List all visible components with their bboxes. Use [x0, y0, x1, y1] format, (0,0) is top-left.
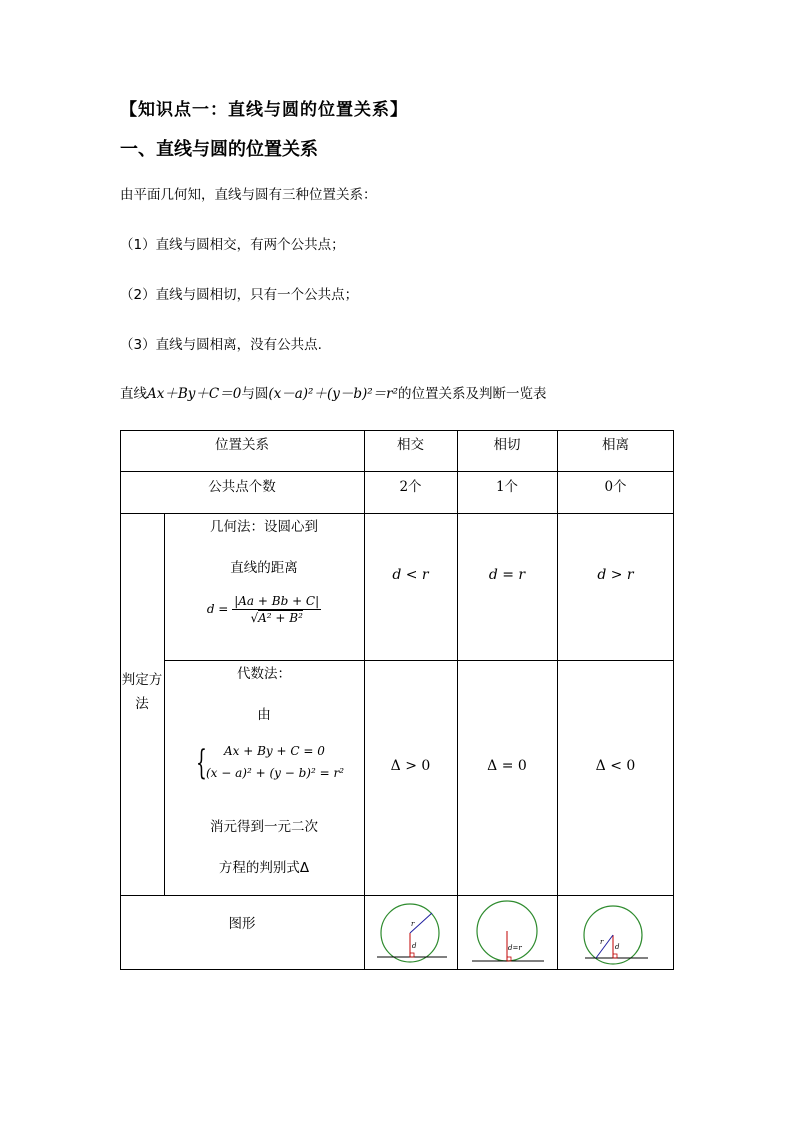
distance-formula-lhs: d = — [206, 602, 229, 616]
intro-text: 由平面几何知，直线与圆有三种位置关系： — [120, 187, 377, 203]
separate-r-label: r — [600, 938, 604, 946]
section-title: 一、直线与圆的位置关系 — [120, 139, 318, 160]
algebraic-label-1: 代数法： — [237, 666, 291, 682]
distance-formula — [164, 594, 364, 625]
summary-circle-equation: (x－a)²＋(y－b)²＝r² — [268, 386, 399, 402]
common-points-intersect: 2个 — [399, 479, 422, 495]
algebraic-separate: Δ < 0 — [595, 758, 636, 774]
figure-label: 图形 — [228, 916, 256, 932]
summary-line — [120, 382, 547, 402]
equation-system — [196, 743, 364, 787]
common-points-label: 公共点个数 — [208, 479, 276, 495]
separate-d-label: d — [615, 943, 620, 951]
intersect-figure — [375, 900, 455, 966]
case-tangent: （2）直线与圆相切，只有一个公共点； — [120, 287, 359, 303]
distance-formula-denominator: √A² + B² — [250, 611, 303, 625]
common-points-separate: 0个 — [604, 479, 627, 495]
geometric-intersect: d < r — [392, 567, 429, 583]
relation-table — [120, 430, 674, 970]
algebraic-label-2: 由 — [257, 707, 271, 723]
distance-formula-fraction — [232, 594, 321, 625]
geometric-label-2: 直线的距离 — [230, 560, 298, 576]
distance-formula-radicand: A² + B² — [258, 611, 303, 625]
system-equation-2: (x − a)² + (y − b)² = r² — [206, 766, 345, 780]
separate-radius — [596, 935, 613, 958]
algebraic-tangent: Δ = 0 — [487, 758, 527, 774]
method-label: 判定方法 — [121, 672, 163, 712]
tangent-d-label: d=r — [508, 944, 522, 952]
tangent-figure — [470, 900, 552, 966]
header-intersect: 相交 — [397, 437, 424, 453]
algebraic-intersect: Δ > 0 — [390, 758, 431, 774]
distance-formula-numerator: |Aa + Bb + C| — [234, 594, 320, 608]
case-separate: （3）直线与圆相离，没有公共点. — [120, 337, 322, 353]
algebraic-label-4: 方程的判别式Δ — [218, 860, 310, 876]
common-points-tangent: 1个 — [495, 479, 519, 495]
header-relation: 位置关系 — [215, 437, 269, 453]
knowledge-point-title: 【知识点一：直线与圆的位置关系】 — [120, 100, 408, 120]
intersect-right-angle — [410, 953, 414, 957]
summary-suffix: 的位置关系及判断一览表 — [398, 386, 547, 402]
geometric-label-1: 几何法：设圆心到 — [210, 519, 318, 535]
separate-figure — [582, 900, 662, 966]
summary-mid: 与圆 — [241, 386, 269, 402]
system-brace: { — [196, 743, 207, 783]
case-intersect: （1）直线与圆相交，有两个公共点； — [120, 237, 345, 253]
header-separate: 相离 — [602, 437, 629, 453]
geometric-separate: d > r — [597, 567, 634, 583]
header-tangent: 相切 — [493, 437, 521, 453]
separate-right-angle — [613, 954, 617, 958]
system-equation-1: Ax + By + C = 0 — [224, 744, 325, 758]
geometric-tangent: d = r — [488, 567, 526, 583]
summary-prefix: 直线 — [120, 386, 147, 402]
summary-line-equation: Ax＋By＋C＝0 — [147, 386, 242, 402]
intersect-r-label: r — [411, 920, 415, 928]
intersect-d-label: d — [412, 942, 417, 950]
algebraic-label-3: 消元得到一元二次 — [210, 819, 318, 835]
